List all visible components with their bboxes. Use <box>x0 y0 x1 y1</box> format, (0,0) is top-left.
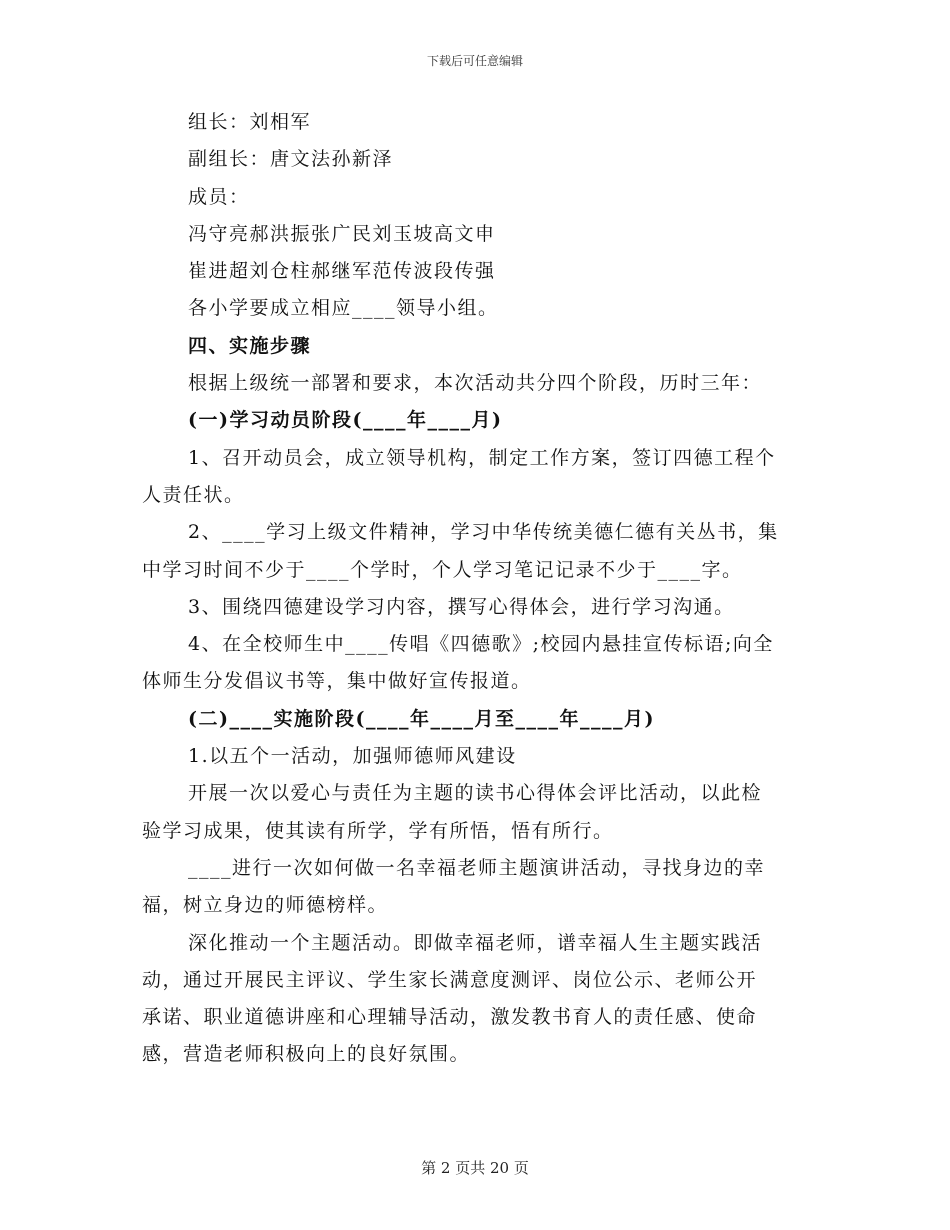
subsection-heading: (二)____实施阶段(____年____月至____年____月) <box>188 707 655 730</box>
body-line: 4、在全校师生中____传唱《四德歌》;校园内悬挂宣传标语;向全 <box>188 633 774 656</box>
subsection-heading: (一)学习动员阶段(____年____月) <box>188 409 503 432</box>
body-line: 1、召开动员会，成立领导机构，制定工作方案，签订四德工程个 <box>188 446 776 469</box>
body-line: 中学习时间不少于____个学时，个人学习笔记记录不少于____字。 <box>142 558 743 581</box>
body-line: 3、围绕四德建设学习内容，撰写心得体会，进行学习沟通。 <box>188 595 735 618</box>
body-line: 感，营造老师积极向上的良好氛围。 <box>142 1043 471 1066</box>
body-line: 开展一次以爱心与责任为主题的读书心得体会评比活动，以此检 <box>188 782 763 805</box>
page-header: 下载后可任意编辑 <box>426 54 523 68</box>
body-line: 承诺、职业道德讲座和心理辅导活动，激发教书育人的责任感、使命 <box>142 1006 758 1029</box>
body-line: 各小学要成立相应____领导小组。 <box>188 297 499 320</box>
body-line: 体师生分发倡议书等，集中做好宣传报道。 <box>142 670 532 693</box>
body-line: 副组长：唐文法孙新泽 <box>188 148 394 171</box>
body-line: 根据上级统一部署和要求，本次活动共分四个阶段，历时三年： <box>188 372 763 395</box>
body-line: 深化推动一个主题活动。即做幸福老师，谱幸福人生主题实践活 <box>188 931 763 954</box>
page-footer: 第 2 页共 20 页 <box>421 1159 529 1177</box>
body-line: 冯守亮郝洪振张广民刘玉坡高文申 <box>188 222 496 245</box>
body-line: ____进行一次如何做一名幸福老师主题演讲活动，寻找身边的幸 <box>188 856 766 879</box>
body-line: 崔进超刘仓柱郝继军范传波段传强 <box>188 260 496 283</box>
body-line: 动，通过开展民主评议、学生家长满意度测评、岗位公示、老师公开 <box>142 968 758 991</box>
body-line: 福，树立身边的师德榜样。 <box>142 894 389 917</box>
body-line: 成员： <box>188 185 250 208</box>
body-line: 2、____学习上级文件精神，学习中华传统美德仁德有关丛书，集 <box>188 521 779 544</box>
body-line: 1.以五个一活动，加强师德师风建设 <box>188 745 517 768</box>
body-line: 组长：刘相军 <box>188 111 312 133</box>
body-line: 人责任状。 <box>142 483 245 506</box>
section-heading: 四、实施步骤 <box>188 334 312 357</box>
body-line: 验学习成果，使其读有所学，学有所悟，悟有所行。 <box>142 819 614 842</box>
document-body <box>142 104 814 1074</box>
